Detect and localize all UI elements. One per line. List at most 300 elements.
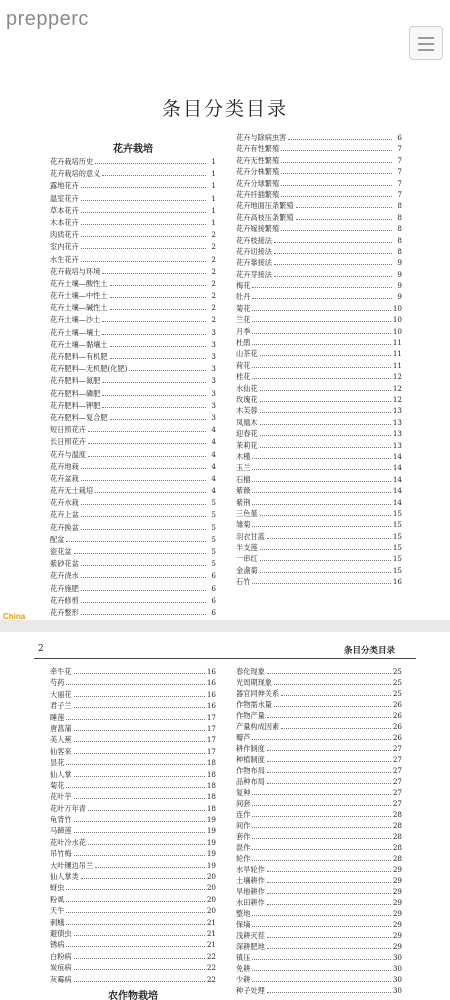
toc-entry-page: 7	[397, 178, 402, 188]
leader-dots	[252, 843, 390, 850]
leader-dots	[110, 279, 206, 286]
toc-entry-page: 16	[206, 667, 216, 676]
toc-entry-page: 15	[392, 543, 402, 553]
toc-entry-page: 19	[206, 860, 216, 870]
toc-entry-title: 花卉土壤—沙土	[50, 315, 101, 325]
toc-entry-title: 凤凰木	[236, 417, 258, 427]
leader-dots	[66, 895, 204, 902]
leader-dots	[66, 713, 204, 720]
leader-dots	[102, 169, 206, 176]
leader-dots	[81, 194, 206, 201]
toc-entry-title: 作物产量	[236, 711, 265, 720]
toc-entry-title: 花卉浇水	[50, 571, 79, 581]
toc-entry	[236, 246, 402, 257]
leader-dots	[81, 596, 206, 603]
leader-dots	[281, 179, 392, 186]
toc-entry	[50, 757, 216, 768]
toc-entry-page: 12	[392, 394, 402, 404]
toc-entry-title: 白粉病	[50, 951, 72, 961]
toc-entry-page: 3	[211, 412, 216, 422]
header-rule	[34, 658, 416, 659]
toc-entry-title: 梅花	[236, 281, 251, 291]
toc-entry-page: 2	[211, 242, 216, 252]
toc-entry-title: 复种	[236, 788, 251, 797]
toc-entry-page: 28	[392, 821, 402, 830]
toc-entry	[50, 871, 216, 882]
toc-entry-page: 2	[211, 303, 216, 313]
toc-entry-title: 花卉芽接法	[236, 269, 272, 279]
toc-entry	[236, 842, 402, 853]
leader-dots	[274, 258, 392, 265]
toc-entry-page: 5	[211, 522, 216, 532]
toc-entry-page: 2	[211, 230, 216, 240]
toc-entry-page: 28	[392, 843, 402, 852]
toc-entry	[50, 217, 216, 229]
toc-entry	[50, 302, 216, 314]
leader-dots	[88, 437, 206, 444]
leader-dots	[252, 338, 390, 345]
leader-dots	[281, 156, 392, 163]
leader-dots	[252, 909, 390, 916]
toc-entry-page: 2	[211, 278, 216, 288]
toc-entry	[50, 400, 216, 412]
toc-entry	[236, 280, 402, 291]
toc-entry-title: 花叶芋	[50, 792, 72, 802]
leader-dots	[74, 770, 205, 777]
toc-entry-title: 花卉地面压条繁殖	[236, 201, 294, 211]
toc-entry-title: 间作	[236, 821, 251, 830]
toc-entry	[50, 375, 216, 387]
toc-entry	[236, 688, 402, 699]
toc-entry-title: 花卉换盆	[50, 522, 79, 532]
toc-entry	[236, 553, 402, 564]
toc-entry	[50, 180, 216, 192]
toc-entry-title: 木芙蓉	[236, 406, 258, 416]
toc-entry	[236, 451, 402, 462]
toc-entry	[50, 351, 216, 363]
leader-dots	[252, 292, 392, 299]
toc-entry-page: 3	[211, 364, 216, 374]
toc-entry-page: 10	[392, 315, 402, 325]
toc-entry-page: 13	[392, 406, 402, 416]
toc-entry	[236, 732, 402, 743]
toc-entry	[50, 205, 216, 217]
toc-entry	[50, 917, 216, 928]
toc-entry-title: 大丽花	[50, 689, 72, 699]
document-page-1	[0, 60, 450, 620]
toc-entry-title: 避债虫	[50, 928, 72, 938]
toc-entry-page: 26	[392, 722, 402, 731]
leader-dots	[281, 144, 392, 151]
leader-dots	[252, 315, 390, 322]
toc-entry-title: 紫荆	[236, 497, 251, 507]
leader-dots	[281, 167, 392, 174]
leader-dots	[81, 255, 206, 262]
leader-dots	[260, 384, 391, 391]
toc-entry-page: 15	[392, 531, 402, 541]
leader-dots	[110, 352, 206, 359]
toc-entry-page: 10	[392, 303, 402, 313]
toc-entry-title: 露地花卉	[50, 181, 79, 191]
toc-entry-title: 少耕	[236, 975, 251, 984]
toc-entry-page: 26	[392, 700, 402, 709]
toc-entry	[236, 710, 402, 721]
toc-entry-page: 3	[211, 352, 216, 361]
toc-entry-page: 5	[211, 498, 216, 508]
page-title: 条目分类目录	[161, 98, 288, 120]
toc-entry-title: 花卉修剪	[50, 595, 79, 605]
toc-entry-title: 蚜虫	[50, 883, 65, 893]
leader-dots	[274, 678, 391, 685]
leader-dots	[102, 267, 206, 274]
toc-entry-title: 花卉地栽	[50, 461, 79, 471]
toc-entry-title: 花卉栽培与环境	[50, 266, 101, 276]
toc-entry-title: 花卉盆栽	[50, 473, 79, 483]
hamburger-menu-icon[interactable]	[409, 26, 443, 60]
leader-dots	[252, 304, 390, 311]
toc-entry-title: 花卉肥料—无机肥(化肥)	[50, 364, 128, 374]
toc-entry	[50, 254, 216, 266]
leader-dots	[267, 887, 391, 894]
toc-entry	[236, 428, 402, 439]
leader-dots	[260, 418, 391, 425]
toc-entry	[236, 166, 402, 177]
leader-dots	[74, 792, 205, 799]
toc-entry-title: 花卉枝接法	[236, 235, 272, 245]
leader-dots	[267, 865, 391, 872]
leader-dots	[81, 462, 206, 469]
toc-entry-title: 唐菖蒲	[50, 723, 72, 733]
toc-entry-page: 4	[211, 437, 216, 447]
toc-entry	[236, 360, 402, 371]
leader-dots	[274, 247, 392, 254]
toc-entry-page: 3	[211, 388, 216, 398]
leader-dots	[252, 498, 390, 505]
toc-entry	[236, 405, 402, 416]
toc-entry	[50, 388, 216, 400]
toc-entry	[50, 156, 216, 168]
toc-entry	[236, 178, 402, 189]
toc-entry-title: 作物布局	[236, 766, 265, 775]
toc-entry	[50, 497, 216, 509]
toc-entry-title: 春化现象	[236, 667, 265, 676]
toc-entry	[236, 853, 402, 864]
leader-dots	[81, 559, 206, 566]
toc-entry-page: 17	[206, 746, 216, 756]
toc-entry-page: 16	[206, 701, 216, 711]
leader-dots	[88, 804, 205, 811]
toc-entry-title: 花卉与温度	[50, 449, 86, 459]
toc-entry	[236, 394, 402, 405]
toc-entry-title: 灰霉病	[50, 974, 72, 984]
toc-entry	[236, 485, 402, 496]
leader-dots	[252, 361, 390, 368]
toc-entry-page: 7	[397, 167, 402, 177]
toc-entry	[236, 269, 402, 280]
toc-entry	[236, 743, 402, 754]
leader-dots	[81, 571, 206, 578]
leader-dots	[267, 532, 391, 539]
toc-entry-title: 木本花卉	[50, 217, 79, 227]
toc-entry-page: 3	[211, 376, 216, 386]
toc-entry-title: 花叶冷水花	[50, 837, 86, 847]
toc-entry-title: 紫薇	[236, 486, 251, 496]
leader-dots	[288, 133, 392, 140]
leader-dots	[81, 181, 206, 188]
toc-entry	[236, 875, 402, 886]
toc-entry-title: 耕作制度	[236, 744, 265, 753]
toc-entry-title: 花卉栽培历史	[50, 157, 94, 166]
leader-dots	[252, 821, 390, 828]
leader-dots	[260, 429, 391, 436]
toc-entry-title: 水生花卉	[50, 254, 79, 264]
leader-dots	[252, 475, 390, 482]
site-name[interactable]: prepperc	[6, 8, 89, 30]
toc-entry-title: 瓣芦	[236, 733, 251, 742]
leader-dots	[81, 872, 205, 879]
toc-entry	[236, 508, 402, 519]
leader-dots	[252, 799, 390, 806]
leader-dots	[281, 722, 391, 729]
toc-entry-page: 29	[392, 942, 402, 951]
toc-entry-page: 14	[392, 486, 402, 496]
leader-dots	[66, 781, 204, 788]
toc-entry	[50, 882, 216, 893]
toc-entry	[50, 449, 216, 461]
toc-entry-page: 7	[397, 155, 402, 165]
toc-entry-page: 2	[211, 254, 216, 264]
leader-dots	[267, 876, 391, 883]
toc-entry	[50, 229, 216, 241]
toc-entry	[236, 820, 402, 831]
toc-entry-title: 锈病	[50, 940, 65, 950]
toc-entry-page: 5	[211, 559, 216, 569]
leader-dots	[74, 963, 205, 970]
leader-dots	[281, 224, 392, 231]
leader-dots	[129, 364, 206, 371]
toc-entry-title: 花卉土壤—黏壤土	[50, 339, 108, 349]
toc-entry-title: 花卉整形	[50, 607, 79, 617]
toc-entry-page: 21	[206, 917, 216, 927]
toc-entry-page: 13	[392, 417, 402, 427]
toc-entry-title: 旱地耕作	[236, 887, 265, 896]
toc-entry	[50, 570, 216, 582]
toc-entry-title: 花卉肥料—氮肥	[50, 376, 101, 386]
leader-dots	[81, 474, 206, 481]
toc-entry	[236, 930, 402, 941]
toc-entry	[50, 803, 216, 814]
toc-entry-page: 26	[392, 733, 402, 742]
leader-dots	[88, 838, 205, 845]
toc-entry-page: 6	[211, 571, 216, 581]
leader-dots	[74, 826, 205, 833]
toc-entry	[236, 326, 402, 337]
toc-entry	[236, 291, 402, 302]
toc-entry-page: 21	[206, 940, 216, 950]
toc-entry-title: 花卉肥料—钾肥	[50, 400, 101, 410]
toc-entry-title: 水旱轮作	[236, 865, 265, 874]
toc-entry-title: 花卉高枝压条繁殖	[236, 212, 294, 222]
toc-entry-title: 吊竹梅	[50, 849, 72, 859]
toc-entry-page: 8	[397, 246, 402, 256]
toc-entry-title: 半支莲	[236, 543, 258, 553]
leader-dots	[81, 510, 206, 517]
toc-entry	[50, 939, 216, 950]
leader-dots	[252, 372, 390, 379]
toc-entry-page: 29	[392, 898, 402, 907]
toc-entry-title: 美人蕉	[50, 735, 72, 745]
toc-entry-page: 21	[206, 928, 216, 938]
running-header: 条目分类目录	[344, 646, 396, 656]
toc-entry	[50, 689, 216, 700]
toc-entry-title: 花卉分球繁殖	[236, 178, 280, 188]
toc-entry-page: 3	[211, 400, 216, 410]
toc-entry-title: 天牛	[50, 906, 65, 916]
toc-entry-page: 20	[206, 883, 216, 893]
toc-entry-page: 29	[392, 909, 402, 918]
toc-entry	[50, 595, 216, 607]
leader-dots	[66, 535, 206, 542]
toc-entry-title: 种子处理	[236, 986, 265, 995]
leader-dots	[81, 206, 206, 213]
toc-entry	[50, 951, 216, 962]
toc-entry	[236, 348, 402, 359]
toc-entry	[236, 754, 402, 765]
toc-entry	[50, 266, 216, 278]
leader-dots	[66, 918, 204, 925]
toc-entry-page: 2	[211, 266, 216, 276]
toc-entry	[50, 473, 216, 485]
toc-entry-title: 器官同伸关系	[236, 689, 280, 698]
toc-entry	[236, 235, 402, 246]
toc-entry	[236, 765, 402, 776]
toc-entry	[50, 522, 216, 534]
toc-entry-page: 1	[211, 205, 216, 215]
toc-entry-title: 花卉土壤—壤土	[50, 327, 101, 337]
toc-entry-title: 品种布局	[236, 777, 265, 786]
toc-entry-page: 28	[392, 854, 402, 863]
toc-column-left-2	[50, 666, 216, 985]
toc-entry-page: 17	[206, 723, 216, 733]
leader-dots	[66, 758, 204, 765]
toc-entry	[50, 193, 216, 205]
toc-entry	[236, 474, 402, 485]
toc-entry-page: 8	[397, 212, 402, 222]
toc-entry-title: 花卉切接法	[236, 246, 272, 256]
toc-entry-title: 保墒	[236, 920, 251, 929]
leader-dots	[88, 425, 206, 432]
toc-entry-page: 27	[392, 777, 402, 786]
toc-entry-page: 18	[206, 792, 216, 802]
toc-entry	[50, 583, 216, 595]
toc-entry	[236, 565, 402, 576]
section-heading-crops: 农作物栽培	[108, 991, 158, 1000]
toc-entry	[236, 699, 402, 710]
toc-column-right	[236, 132, 402, 588]
toc-entry-title: 花卉土壤—酸性土	[50, 278, 108, 288]
toc-entry-title: 马蹄莲	[50, 826, 72, 836]
toc-entry-page: 3	[211, 327, 216, 337]
toc-entry-page: 14	[392, 497, 402, 507]
toc-entry-title: 花卉肥料—有机肥	[50, 352, 108, 361]
leader-dots	[66, 940, 204, 947]
toc-entry-page: 25	[392, 667, 402, 676]
toc-entry-page: 12	[392, 383, 402, 393]
leader-dots	[267, 711, 391, 718]
toc-entry-page: 4	[211, 473, 216, 483]
toc-entry	[50, 769, 216, 780]
toc-entry-title: 月季	[236, 326, 251, 336]
toc-entry-title: 套作	[236, 832, 251, 841]
toc-entry-title: 三色堇	[236, 508, 258, 518]
toc-entry	[50, 723, 216, 734]
toc-entry	[50, 339, 216, 351]
leader-dots	[252, 452, 390, 459]
leader-dots	[252, 788, 390, 795]
toc-entry	[50, 436, 216, 448]
toc-entry-page: 9	[397, 281, 402, 291]
toc-entry-title: 光周期现象	[236, 678, 272, 687]
leader-dots	[81, 498, 206, 505]
leader-dots	[81, 608, 206, 615]
toc-entry-page: 20	[206, 894, 216, 904]
toc-entry-page: 6	[211, 607, 216, 617]
toc-entry-title: 草本花卉	[50, 205, 79, 215]
leader-dots	[110, 413, 206, 420]
toc-entry	[50, 278, 216, 290]
toc-entry-page: 29	[392, 920, 402, 929]
toc-entry-page: 29	[392, 865, 402, 874]
leader-dots	[81, 242, 206, 249]
leader-dots	[252, 810, 390, 817]
toc-entry-title: 雏菊	[236, 520, 251, 530]
toc-entry-title: 粉虱	[50, 894, 65, 904]
toc-entry-page: 15	[392, 508, 402, 518]
toc-entry-page: 4	[211, 425, 216, 435]
toc-entry-title: 兰花	[236, 315, 251, 325]
toc-entry	[236, 440, 402, 451]
toc-entry	[50, 848, 216, 859]
toc-entry-title: 仙人掌类	[50, 872, 79, 882]
leader-dots	[260, 395, 391, 402]
toc-entry-title: 花卉有性繁殖	[236, 144, 280, 154]
toc-entry-title: 仙客来	[50, 746, 72, 756]
toc-entry	[50, 461, 216, 473]
leader-dots	[95, 157, 206, 164]
toc-entry-page: 30	[392, 975, 402, 984]
toc-entry-title: 花卉分株繁殖	[236, 167, 280, 177]
toc-entry	[236, 941, 402, 952]
toc-entry	[236, 831, 402, 842]
toc-entry	[50, 780, 216, 791]
toc-entry-page: 19	[206, 826, 216, 836]
toc-entry	[50, 424, 216, 436]
toc-entry-title: 镇压	[236, 953, 251, 962]
toc-entry-title: 杜鹃	[236, 338, 251, 348]
toc-entry	[236, 223, 402, 234]
toc-entry-page: 8	[397, 201, 402, 211]
leader-dots	[252, 854, 390, 861]
toc-entry-page: 9	[397, 258, 402, 268]
toc-entry-title: 短日照花卉	[50, 425, 86, 435]
toc-entry-page: 3	[211, 339, 216, 349]
leader-dots	[267, 898, 391, 905]
toc-entry-page: 18	[206, 780, 216, 790]
page-number: 2	[38, 644, 44, 654]
leader-dots	[66, 906, 204, 913]
leader-dots	[95, 486, 206, 493]
toc-entry-page: 5	[211, 547, 216, 556]
